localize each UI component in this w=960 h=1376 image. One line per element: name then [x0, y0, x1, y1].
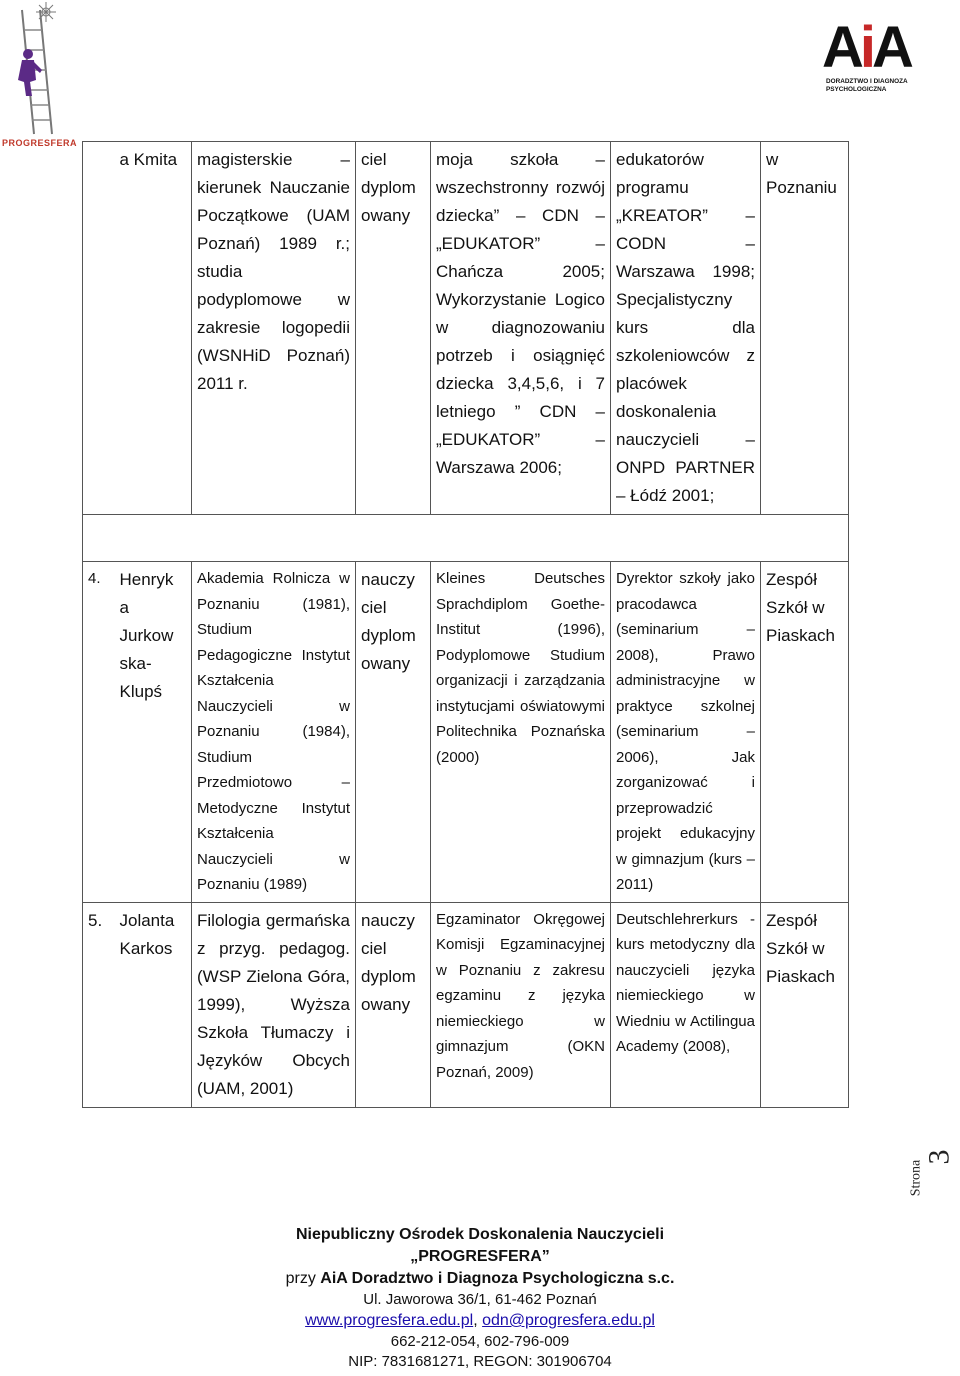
footer-company: przy AiA Doradztwo i Diagnoza Psychologiczna s.c. — [285, 1270, 675, 1287]
page-number-label — [908, 1140, 958, 1220]
degree-cell: nauczy ciel dyplom owany — [356, 562, 431, 903]
aia-wordmark: AiA — [822, 15, 910, 80]
ladder-figure-icon — [0, 0, 80, 140]
trainer-courses-cell: Dyrektor szkoły jako pracodawca (seminarium – 2008), Prawo administracyjne w praktyce szkolnej (seminarium – 2006), Jak zorganizować i przeprowadzić projekt edukacyjny w gimnazjum (kurs – 2011) — [611, 562, 761, 903]
website-link[interactable]: www.progresfera.edu.pl — [305, 1312, 474, 1329]
courses-cell: Kleines Deutsches Sprachdiplom Goethe-Institut (1996), Podyplomowe Studium organizacji i zarządzania instytucjami oświatowymi Politechnika Poznańska (2000) — [431, 562, 611, 903]
page-footer — [0, 1224, 960, 1372]
footer-tax-ids: NIP: 7831681271, REGON: 301906704 — [348, 1353, 612, 1370]
education-cell: Akademia Rolnicza w Poznaniu (1981), Studium Pedagogiczne Instytut Kształcenia Nauczycieli w Poznaniu (1984), Studium Przedmiotowo – Metodyczne Instytut Kształcenia Nauczycieli w Poznaniu (1989) — [192, 562, 356, 903]
table-row — [83, 142, 849, 515]
table-row — [83, 902, 849, 1107]
progresfera-wordmark: PROGRESFERA — [2, 138, 78, 148]
footer-address: Ul. Jaworowa 36/1, 61-462 Poznań — [363, 1291, 597, 1308]
trainer-courses-cell: Deutschlehrerkurs - kurs metodyczny dla nauczycieli języka niemieckiego w Wiedniu w Actilingua Academy (2008), — [611, 902, 761, 1107]
page-number: 3 — [922, 1149, 956, 1165]
staff-table — [82, 141, 849, 1108]
footer-institution: Niepubliczny Ośrodek Doskonalenia Nauczycieli — [295, 1226, 665, 1243]
email-link[interactable]: odn@progresfera.edu.pl — [482, 1312, 655, 1329]
row-number-cell — [83, 142, 118, 515]
education-cell: magisterskie – kierunek Nauczanie Początkowe (UAM Poznań) 1989 r.; studia podyplomowe w zakresie logopedii (WSNHiD Poznań) 2011 r. — [192, 142, 356, 515]
aia-logo — [818, 15, 946, 98]
workplace-cell: Zespół Szkół w Piaskach — [761, 562, 849, 903]
progresfera-logo — [0, 0, 80, 152]
row-number-cell: 4. — [83, 562, 118, 903]
courses-cell: Egzaminator Okręgowej Komisji Egzaminacyjnej w Poznaniu z zakresu egzaminu z języka niemieckiego w gimnazjum (OKN Poznań, 2009) — [431, 902, 611, 1107]
degree-cell: ciel dyplom owany — [356, 142, 431, 515]
table-row — [83, 562, 849, 903]
spacer-row — [83, 515, 849, 562]
row-number-cell: 5. — [83, 902, 118, 1107]
aia-subtitle: DORADZTWO I DIAGNOZA PSYCHOLOGICZNA — [826, 78, 908, 93]
footer-phones: 662-212-054, 602-796-009 — [390, 1333, 570, 1350]
education-cell: Filologia germańska z przyg. pedagog. (WSP Zielona Góra, 1999), Wyższa Szkoła Tłumaczy i Języków Obcych (UAM, 2001) — [192, 902, 356, 1107]
name-cell: Jolanta Karkos — [118, 902, 192, 1107]
name-cell: Henryk a Jurkow ska-Klupś — [118, 562, 192, 903]
courses-cell: moja szkoła – wszechstronny rozwój dziecka” – CDN – „EDUKATOR” – Chańcza 2005; Wykorzystanie Logico w diagnozowaniu potrzeb i osiągnięć dziecka 3,4,5,6, i 7 letniego ” CDN – „EDUKATOR” – Warszawa 2006; — [431, 142, 611, 515]
name-cell: a Kmita — [118, 142, 192, 515]
workplace-cell: Zespół Szkół w Piaskach — [761, 902, 849, 1107]
page-word: Strona — [908, 1159, 924, 1197]
trainer-courses-cell: edukatorów programu „KREATOR” – CODN – Warszawa 1998; Specjalistyczny kurs dla szkoleniowców z placówek doskonalenia nauczycieli – ONPD PARTNER – Łódź 2001; — [611, 142, 761, 515]
footer-institution-name: „PROGRESFERA” — [410, 1248, 550, 1265]
workplace-cell: w Poznaniu — [761, 142, 849, 515]
degree-cell: nauczy ciel dyplom owany — [356, 902, 431, 1107]
footer-links: www.progresfera.edu.pl, odn@progresfera.edu.pl — [305, 1312, 655, 1329]
